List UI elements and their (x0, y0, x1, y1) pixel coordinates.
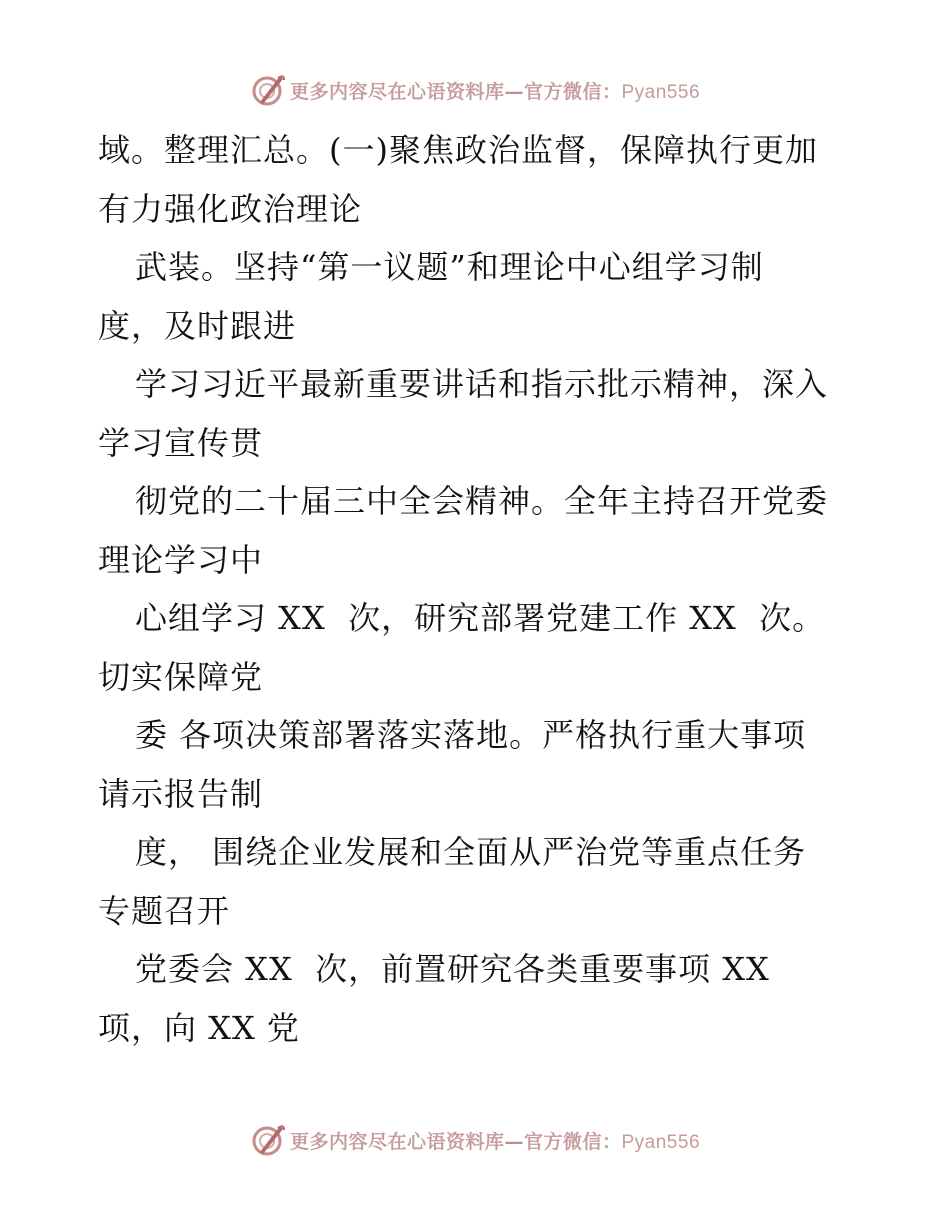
quill-pen-emblem-icon (250, 1122, 286, 1158)
header-watermark (0, 70, 950, 110)
body-text-line: 彻党的二十届三中全会精神。全年主持召开党委 (135, 482, 829, 520)
body-text-line: 有力强化政治理论 (98, 189, 363, 228)
body-text-line: 委 各项决策部署落实落地。严格执行重大事项 (135, 716, 807, 754)
body-text-line: 党委会 XX 次，前置研究各类重要事项 XX (135, 950, 770, 988)
body-text-line: 切实保障党 (98, 657, 264, 696)
body-text-line: 域。整理汇总。(一)聚焦政治监督，保障执行更加 (98, 131, 818, 169)
watermark-text: 更多内容尽在心语资料库—官方微信：Pyan556 (289, 80, 701, 103)
body-text-line: 度， 围绕企业发展和全面从严治党等重点任务 (135, 833, 807, 871)
watermark-text: 更多内容尽在心语资料库—官方微信：Pyan556 (289, 1130, 701, 1153)
quill-pen-emblem-icon (250, 72, 286, 108)
body-text-line: 请示报告制 (98, 774, 264, 813)
body-text-line: 理论学习中 (98, 540, 264, 579)
body-text-line: 项，向 XX 党 (98, 1008, 300, 1047)
document-body (98, 121, 858, 1057)
body-text-line: 专题召开 (98, 891, 231, 930)
footer-watermark (0, 1120, 950, 1160)
body-text-line: 度，及时跟进 (98, 306, 297, 345)
body-text-line: 心组学习 XX 次，研究部署党建工作 XX 次。 (135, 599, 826, 637)
body-text-line: 学习宣传贯 (98, 423, 264, 462)
body-text-line: 武装。坚持“第一议题”和理论中心组学习制 (135, 248, 764, 286)
body-text-line: 学习习近平最新重要讲话和指示批示精神，深入 (135, 365, 829, 403)
